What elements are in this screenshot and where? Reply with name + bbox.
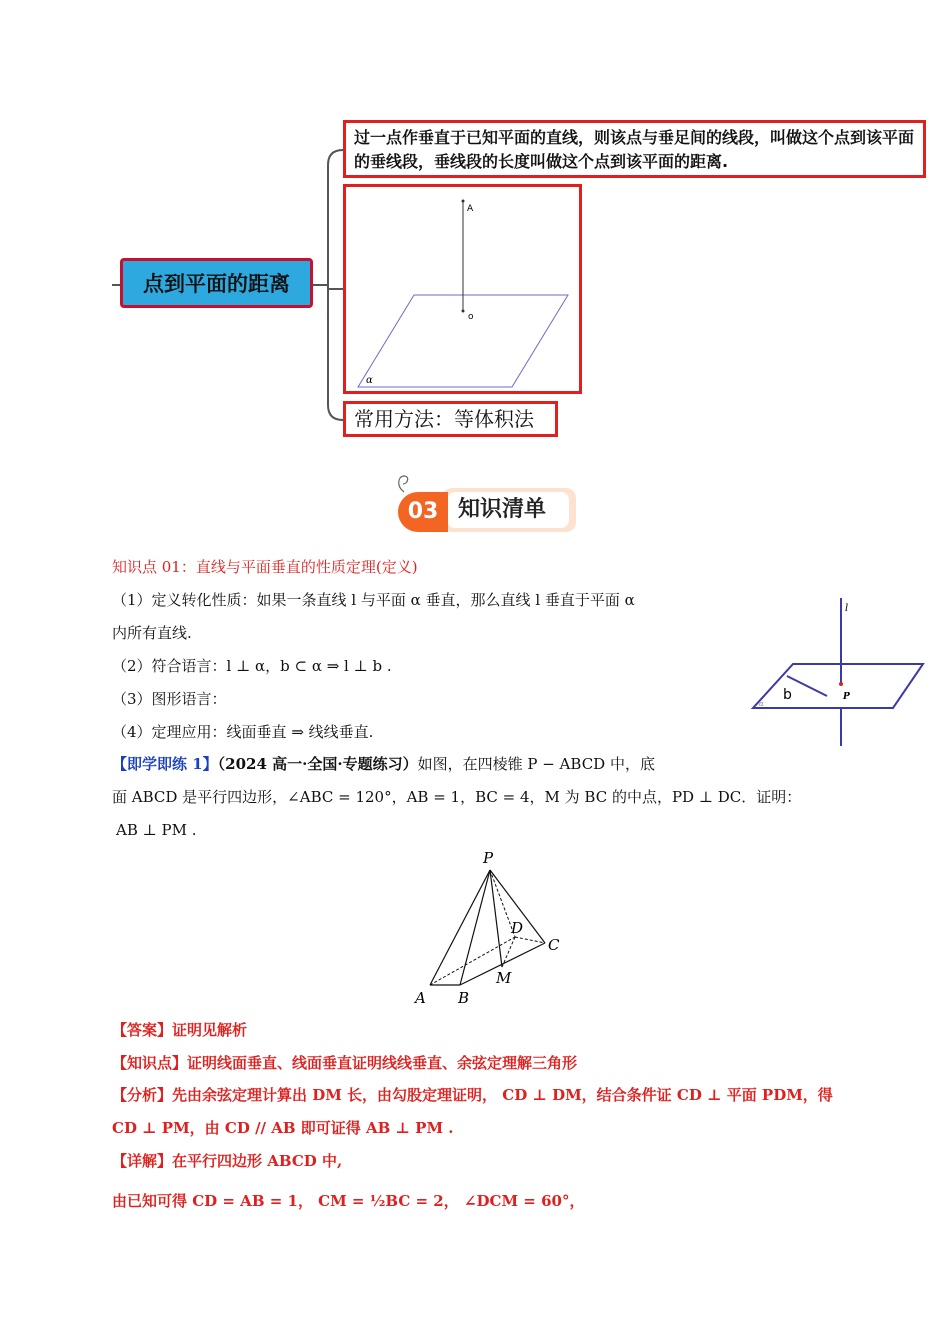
section-title: 知识清单: [458, 497, 547, 522]
section-badge: [398, 488, 576, 534]
detail-calc: 由已知可得 CD = AB = 1， CM = ½BC = 2， ∠DCM = 60°，: [112, 1192, 585, 1210]
kp01-item3: （3）图形语言：: [112, 690, 227, 708]
kp01-item1a: （1）定义转化性质：如果一条直线 l 与平面 α 垂直，那么直线 l 垂直于平面 α: [112, 591, 635, 609]
kp01-item4: （4）定理应用：线面垂直 ⇒ 线线垂直.: [112, 723, 374, 741]
knowledge-points: 【知识点】证明线面垂直、线面垂直证明线线垂直、余弦定理解三角形: [112, 1054, 578, 1072]
method-box: 常用方法：等体积法: [343, 401, 558, 437]
kp01-heading: 知识点 01：直线与平面垂直的性质定理(定义): [112, 558, 418, 576]
pyr-label-a: A: [415, 989, 426, 1007]
plane-point-diagram: [346, 187, 579, 391]
label-o: o: [468, 312, 474, 322]
exercise-text1: 如图，在四棱锥 P − ABCD 中，底: [417, 755, 655, 773]
exercise-line1: [112, 754, 655, 774]
kp01-item1b: 内所有直线.: [112, 624, 192, 642]
label-p: P: [843, 692, 850, 702]
clip-icon: [394, 472, 414, 494]
exercise-source: （2024 高一·全国·专题练习）: [217, 755, 418, 773]
perpendicular-figure: [745, 596, 925, 751]
label-a: A: [467, 204, 474, 214]
analysis-line1: 【分析】先由余弦定理计算出 DM 长，由勾股定理证明， CD ⊥ DM，结合条件证 CD ⊥ 平面 PDM，得: [112, 1086, 833, 1104]
mindmap-topic: 点到平面的距离: [120, 258, 313, 308]
label-l: l: [845, 603, 849, 614]
label-alpha: α: [366, 375, 373, 386]
distance-figure: [343, 184, 582, 394]
exercise-line3: AB ⊥ PM .: [116, 821, 197, 839]
exercise-line2: 面 ABCD 是平行四边形，∠ABC = 120°，AB = 1，BC = 4，M 为 BC 的中点，PD ⊥ DC．证明：: [112, 788, 802, 806]
pyr-label-p: P: [483, 849, 494, 867]
pyr-label-c: C: [548, 936, 560, 954]
definition-box: 过一点作垂直于已知平面的直线，则该点与垂足间的线段，叫做这个点到该平面的垂线段，垂线段的长度叫做这个点到该平面的距离.: [343, 120, 926, 178]
label-b: b: [783, 687, 792, 703]
exercise-tag: 【即学即练 1】: [112, 755, 218, 773]
analysis-line2: CD ⊥ PM，由 CD // AB 即可证得 AB ⊥ PM .: [112, 1119, 454, 1137]
label-alpha2: α: [759, 700, 764, 708]
pyramid-figure: [405, 845, 575, 1010]
kp01-item2: （2）符合语言：l ⊥ α，b ⊂ α ⇒ l ⊥ b .: [112, 657, 392, 675]
detail-heading: 【详解】在平行四边形 ABCD 中,: [112, 1152, 343, 1170]
pyr-label-m: M: [496, 969, 512, 987]
section-number: 03: [398, 492, 448, 532]
pyr-label-b: B: [458, 989, 470, 1007]
pyr-label-d: D: [511, 919, 524, 937]
answer: 【答案】证明见解析: [112, 1021, 248, 1039]
